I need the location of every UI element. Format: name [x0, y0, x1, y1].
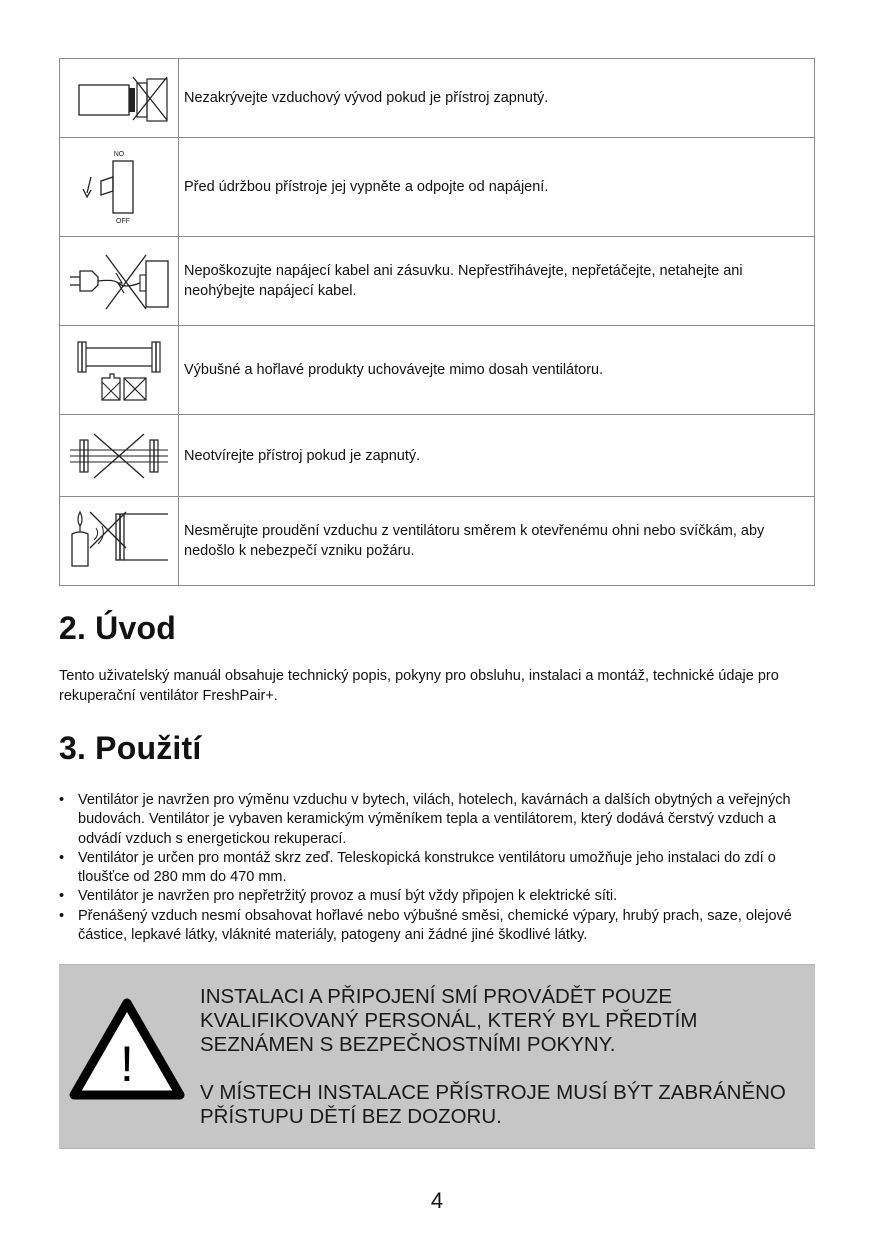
page-number: 4	[430, 1188, 444, 1213]
list-item	[59, 849, 819, 888]
list-item-text: Ventilátor je navržen pro nepřetržitý provoz a musí být vždy připojen k elektrické síti.	[78, 888, 618, 905]
flammable-products-icon	[66, 338, 172, 402]
safety-row	[60, 237, 815, 326]
safety-row	[60, 59, 815, 138]
power-switch-icon	[69, 147, 169, 227]
safety-icon-cell	[60, 415, 179, 497]
safety-icon-cell	[60, 497, 179, 586]
warning-line: INSTALACI A PŘIPOJENÍ SMÍ PROVÁDĚT POUZE KVALIFIKOVANÝ PERSONÁL, KTERÝ BYL PŘEDTÍM SEZNÁMEN S BEZPEČNOSTNÍMI POKYNY.	[200, 985, 698, 1056]
switch-on-label: NO	[113, 151, 125, 158]
damaged-cable-icon	[66, 249, 172, 313]
warning-line: V MÍSTECH INSTALACE PŘÍSTROJE MUSÍ BÝT ZABRÁNĚNO PŘÍSTUPU DĚTÍ BEZ DOZORU.	[200, 1081, 786, 1128]
usage-list	[59, 791, 819, 945]
safety-text: Nepoškozujte napájecí kabel ani zásuvku. Nepřestřihávejte, nepřetáčejte, netahejte ani neohýbejte napájecí kabel.	[179, 237, 815, 326]
warning-text	[200, 985, 810, 1129]
covered-outlet-icon	[69, 73, 169, 123]
safety-icon-cell	[60, 326, 179, 415]
bullet-mark: •	[59, 849, 65, 866]
safety-icon-cell	[60, 138, 179, 237]
list-item-text: Ventilátor je navržen pro výměnu vzduchu v bytech, vilách, hotelech, kavárnách a dalších obytných a veřejných budovách. Ventilátor je vybaven keramickým výměníkem tepla a ventilátorem, který dodává čerstvý vzduch a odvádí vzduch s energetickou rekuperací.	[78, 792, 791, 847]
switch-off-label: OFF	[116, 218, 130, 225]
safety-row	[60, 415, 815, 497]
candle-airflow-icon	[66, 508, 172, 574]
list-item	[59, 791, 819, 849]
safety-text: Nesměrujte proudění vzduchu z ventilátoru směrem k otevřenému ohni nebo svíčkám, aby nedošlo k nebezpečí vzniku požáru.	[179, 497, 815, 586]
warning-triangle-icon	[67, 995, 187, 1103]
safety-text: Nezakrývejte vzduchový vývod pokud je přístroj zapnutý.	[179, 59, 815, 138]
safety-text: Neotvírejte přístroj pokud je zapnutý.	[179, 415, 815, 497]
safety-row	[60, 138, 815, 237]
safety-instructions-table	[59, 58, 815, 586]
bullet-mark: •	[59, 907, 65, 924]
intro-paragraph: Tento uživatelský manuál obsahuje technický popis, pokyny pro obsluhu, instalaci a montáž, technické údaje pro rekuperační ventilátor FreshPair+.	[59, 668, 779, 704]
safety-text: Výbušné a hořlavé produkty uchovávejte mimo dosah ventilátoru.	[179, 326, 815, 415]
do-not-open-icon	[66, 430, 172, 482]
exclamation-mark: !	[120, 1036, 134, 1092]
usage-heading: 3. Použití	[59, 730, 202, 766]
warning-box	[59, 964, 815, 1149]
list-item-text: Ventilátor je určen pro montáž skrz zeď. Teleskopická konstrukce ventilátoru umožňuje jeho instalaci do zdí o tloušťce od 280 mm do 470 mm.	[78, 849, 776, 886]
list-item	[59, 887, 819, 906]
safety-icon-cell	[60, 59, 179, 138]
list-item	[59, 907, 819, 946]
list-item-text: Přenášený vzduch nesmí obsahovat hořlavé nebo výbušné směsi, chemické výpary, hrubý prach, saze, olejové částice, lepkavé látky, vláknité materiály, patogeny ani žádné jiné škodlivé látky.	[78, 907, 792, 944]
bullet-mark: •	[59, 888, 65, 905]
safety-row	[60, 497, 815, 586]
safety-row	[60, 326, 815, 415]
bullet-mark: •	[59, 792, 65, 808]
safety-icon-cell	[60, 237, 179, 326]
intro-heading: 2. Úvod	[59, 610, 176, 646]
safety-text: Před údržbou přístroje jej vypněte a odpojte od napájení.	[179, 138, 815, 237]
